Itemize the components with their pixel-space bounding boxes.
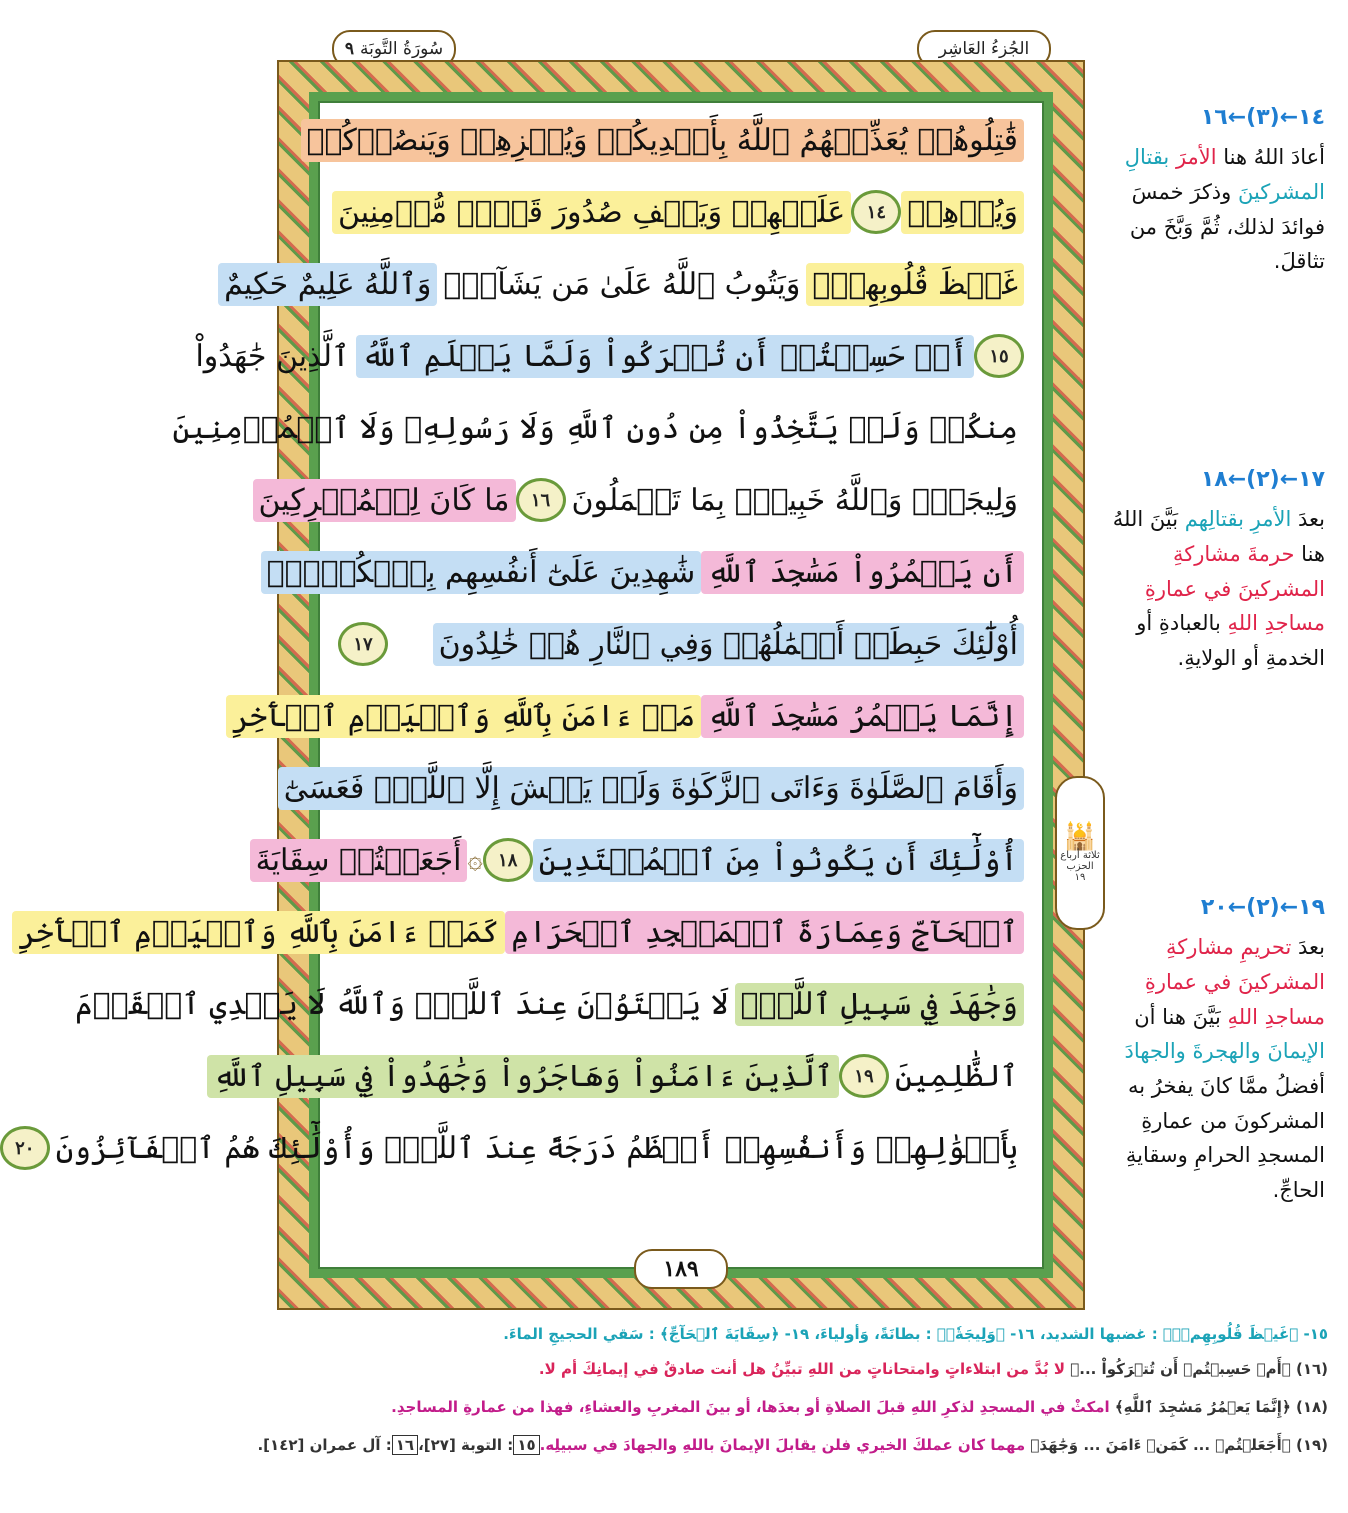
verse-text: وَيَتُوبُ ٱللَّهُ عَلَىٰ مَن يَشَآءُۗ <box>443 266 801 302</box>
footnote-text: امكثْ في المسجدِ لذكرِ اللهِ قبلَ الصلاةِ أو بعدَها، أو بينَ المغربِ والعشاءِ، فهذا من عمارةِ المساجدِ. <box>391 1398 1110 1416</box>
verse-line <box>338 613 1024 675</box>
verse-line <box>258 469 1024 531</box>
surah-name: سُورَةُ التَّوبَة <box>359 39 444 59</box>
verse-text: غَيۡظَ قُلُوبِهِمۡۗ <box>806 263 1024 306</box>
footnote-18 <box>272 1398 1328 1416</box>
footnote-text: : آل عمران [١٤٢]. <box>257 1436 392 1454</box>
verse-text: مِنكُمۡ وَلَمۡ يَتَّخِذُواْ مِن دُونِ ٱللَّهِ وَلَا رَسُولِهِۦ وَلَا ٱلۡمُؤۡمِنِينَ <box>172 410 1018 446</box>
side-note-segment: حرمةَ مشاركةِ المشركينَ في عمارةِ مساجدِ اللهِ <box>1144 541 1325 636</box>
side-note-segment: بَيَّنَ هنا أن <box>1134 1004 1228 1029</box>
verse-text: مَا كَانَ لِلۡمُشۡرِكِينَ <box>253 479 516 522</box>
verse-text: مَنۡ ءَامَنَ بِٱللَّهِ وَٱلۡيَوۡمِ ٱلۡأٓخِرِ <box>226 695 701 738</box>
verse-number-marker: ١٩ <box>839 1054 889 1098</box>
hizb-quarter-badge <box>1055 776 1105 930</box>
side-note-segment: بالعبادةِ أو الخدمةِ أو الولايةِ. <box>1136 611 1325 670</box>
verse-text: ٱلَّذِينَ ءَامَنُواْ وَهَاجَرُواْ وَجَٰهَدُواْ فِي سَبِيلِ ٱللَّهِ <box>207 1055 839 1098</box>
verse-line <box>213 1045 1024 1107</box>
rub-el-hizb-icon: ۞ <box>467 845 483 875</box>
hizb-number: ١٩ <box>1074 871 1086 883</box>
verse-number-marker: ٢٠ <box>0 1126 50 1170</box>
verse-line <box>75 973 1024 1035</box>
quran-page <box>15 101 1044 1282</box>
footnote-text: (١٩) ﴿أَجَعَلۡتُمۡ ... كَمَنۡ ءَامَنَ ... وَجَٰهَدَ﴾ <box>1025 1436 1328 1454</box>
verse-line <box>15 1117 1024 1179</box>
surah-number: ٩ <box>344 39 354 59</box>
footnote-text: (١٨) ﴿إِنَّمَا يَعۡمُرُ مَسَٰجِدَ ٱللَّهِ﴾ <box>1109 1398 1328 1416</box>
verse-text: أَن يَعۡمُرُواْ مَسَٰجِدَ ٱللَّهِ <box>701 551 1024 594</box>
footnote-text: ١٥- ﴿غَيۡظَ قُلُوبِهِمۡۗ﴾ : غضبها الشديد، ١٦- ﴿وَلِيجَةٗۚ﴾ : بطانَةً، وَأولياءَ، ١٩- ﴿سِقَايَةَ ٱلۡحَآجِّ﴾ : سَقي الحجيجِ الماءَ. <box>503 1325 1328 1343</box>
verse-range: ١٤←(٣)←١٦ <box>1200 105 1325 130</box>
side-note-segment: تحريمِ مشاركةِ المشركينَ في عمارةِ مساجدِ اللهِ <box>1144 935 1325 1029</box>
verse-number-marker: ١٤ <box>851 190 901 234</box>
verse-number-marker: ١٨ <box>483 838 533 882</box>
footnote-vocabulary <box>272 1325 1328 1343</box>
page-number: ١٨٩ <box>634 1249 728 1289</box>
side-note-text <box>1100 930 1325 1207</box>
verse-line <box>266 541 1024 603</box>
footnote-text: لا بُدَّ من ابتلاءاتٍ وامتحاناتٍ من اللهِ تبيِّنُ هل أنت صادقٌ في إيمانِكَ أم لا. <box>538 1360 1066 1378</box>
side-note-segment: بعدَ <box>1291 935 1325 960</box>
verse-line <box>231 685 1024 747</box>
verse-range: ١٧←(٢)←١٨ <box>1200 467 1325 492</box>
footnote-text: : التوبة [٢٧]، <box>418 1436 514 1454</box>
hizb-label: ثلاثة أرباع الحزب <box>1060 849 1100 872</box>
mosque-dome-icon: 🕌 <box>1063 821 1097 852</box>
side-note-text <box>1100 140 1325 279</box>
verse-text: أَمۡ حَسِبۡتُمۡ أَن تُتۡرَكُواْ وَلَمَّا يَعۡلَمِ ٱللَّهُ <box>356 335 974 378</box>
side-note-segment: أفضلُ ممَّا كانَ يفخرُ به المشركونَ من عمارةِ المسجدِ الحرامِ وسقايةِ الحاجِّ. <box>1125 1073 1325 1202</box>
footnote-text: (١٦) ﴿أَمۡ حَسِبۡتُمۡ أَن تُتۡرَكُواْ ...﴾ <box>1065 1360 1328 1378</box>
side-note-segment: بقتالِ المشركينَ <box>1124 145 1325 204</box>
footnote-16 <box>272 1360 1328 1378</box>
verse-number-marker: ١٧ <box>338 622 388 666</box>
side-note-1 <box>1100 100 1325 279</box>
verse-text: قَٰتِلُوهُمۡ يُعَذِّبۡهُمُ ٱللَّهُ بِأَيۡدِيكُمۡ وَيُخۡزِهِمۡ وَيَنصُرۡكُمۡ <box>301 119 1024 162</box>
verse-line <box>224 253 1024 315</box>
verse-line <box>18 901 1024 963</box>
footnote-19 <box>257 1436 1328 1454</box>
side-note-segment: الإيمانَ والهجرةَ والجهادَ <box>1124 1039 1325 1064</box>
reference-number: ١٥ <box>513 1435 539 1455</box>
reference-number: ١٦ <box>392 1435 418 1455</box>
verse-line <box>195 325 1024 387</box>
side-note-3 <box>1100 890 1325 1207</box>
verse-text: أَجَعَلۡتُمۡ سِقَايَةَ <box>250 839 468 882</box>
verse-text: وَأَقَامَ ٱلصَّلَوٰةَ وَءَاتَى ٱلزَّكَوٰةَ وَلَمۡ يَخۡشَ إِلَّا ٱللَّهَۖ فَعَسَىٰٓ <box>278 767 1024 810</box>
verse-range: ١٩←(٢)←٢٠ <box>1200 895 1325 920</box>
side-note-segment: أعادَ اللهُ هنا <box>1216 145 1325 170</box>
verse-text: وَجَٰهَدَ فِي سَبِيلِ ٱللَّهِۚ <box>735 983 1024 1026</box>
side-note-text <box>1100 502 1325 675</box>
side-note-segment: وذكرَ خمسَ فوائدَ لذلك، ثُمَّ وَبَّخَ من تثاقلَ. <box>1129 179 1325 274</box>
verse-number-marker: ١٦ <box>516 478 566 522</box>
side-note-2 <box>1100 462 1325 676</box>
juz-name: الجُزءُ العَاشِر <box>938 39 1030 59</box>
side-note-segment: الأمرِ بقتالِهم <box>1184 507 1292 532</box>
footnote-text: مهما كان عملكَ الخيري فلن يقابلَ الإيمانَ باللهِ والجهادَ في سبيلِه. <box>539 1436 1026 1454</box>
verse-line <box>283 757 1024 819</box>
verse-text: وَيُذۡهِبۡ <box>901 191 1024 234</box>
verse-text: ٱلظَّٰلِمِينَ <box>894 1058 1018 1094</box>
side-note-segment: الأمرَ <box>1169 145 1217 170</box>
verse-number-marker: ١٥ <box>974 334 1024 378</box>
verse-text: عَلَيۡهِمۡ وَيَشۡفِ صُدُورَ قَوۡمٖ مُّؤۡمِنِينَ <box>332 191 851 234</box>
side-note-segment: بعدَ <box>1291 507 1325 532</box>
verse-line <box>338 181 1024 243</box>
verse-line <box>255 829 1024 891</box>
verse-text: بِأَمۡوَٰلِهِمۡ وَأَنفُسِهِمۡ أَعۡظَمُ دَرَجَةً عِندَ ٱللَّهِۚ وَأُوْلَٰٓئِكَ هُمُ ٱلۡفَآئِزُونَ <box>55 1130 1018 1166</box>
verse-text: لَا يَسۡتَوُۥنَ عِندَ ٱللَّهِۗ وَٱللَّهُ لَا يَهۡدِي ٱلۡقَوۡمَ <box>75 986 729 1022</box>
verse-text: ٱلۡحَآجِّ وَعِمَارَةَ ٱلۡمَسۡجِدِ ٱلۡحَرَامِ <box>505 911 1024 954</box>
verse-line <box>172 397 1024 459</box>
verse-text: أُوْلَٰٓئِكَ حَبِطَتۡ أَعۡمَٰلُهُمۡ وَفِي ٱلنَّارِ هُمۡ خَٰلِدُونَ <box>433 623 1024 666</box>
verse-text: ٱلَّذِينَ جَٰهَدُواْ <box>195 338 350 374</box>
verse-line <box>306 109 1024 171</box>
verse-text: إِنَّمَا يَعۡمُرُ مَسَٰجِدَ ٱللَّهِ <box>701 695 1024 738</box>
verse-text: وَٱللَّهُ عَلِيمٌ حَكِيمٌ <box>218 263 437 306</box>
verse-text: شَٰهِدِينَ عَلَىٰٓ أَنفُسِهِم بِٱلۡكُفۡرِۚ <box>261 551 702 594</box>
side-note-segment: بَيَّنَ اللهُ هنا <box>1112 507 1325 566</box>
verse-text: كَمَنۡ ءَامَنَ بِٱللَّهِ وَٱلۡيَوۡمِ ٱلۡأٓخِرِ <box>12 911 505 954</box>
verse-text: وَلِيجَةٗۚ وَٱللَّهُ خَبِيرُۢ بِمَا تَعۡمَلُونَ <box>571 482 1018 518</box>
verse-text: أُوْلَٰٓئِكَ أَن يَكُونُواْ مِنَ ٱلۡمُهۡتَدِينَ <box>533 839 1024 882</box>
